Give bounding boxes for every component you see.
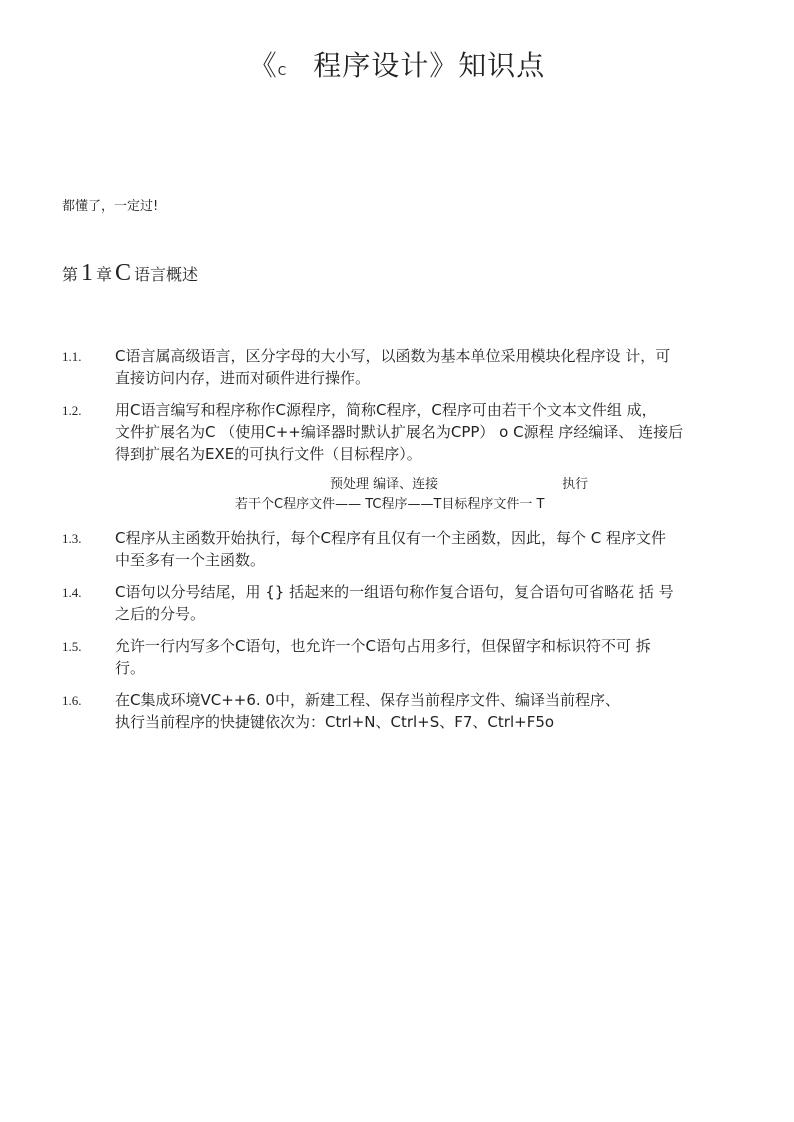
- item-number: 1.6.: [62, 693, 82, 708]
- item-line: 直接访问内存，进而对硕件进行操作。: [115, 369, 371, 387]
- title-open: 《: [248, 49, 278, 82]
- item-line: 行。: [115, 659, 146, 677]
- list-item: [62, 635, 752, 679]
- item-number: 1.5.: [62, 639, 82, 654]
- item-number: 1.1.: [62, 349, 82, 364]
- list-item: [62, 399, 752, 465]
- item-number: 1.4.: [62, 585, 82, 600]
- chapter-prefix: 第: [62, 265, 79, 284]
- item-text: [115, 399, 683, 465]
- item-number: 1.3.: [62, 531, 82, 546]
- flow-files: 若干个C程序文件—— TC程序——T目标程序文件一 T: [235, 497, 545, 512]
- chapter-letter: C: [115, 260, 132, 286]
- item-line: C程序从主函数开始执行，每个C程序有且仅有一个主函数，因此，每个 C 程序文件: [115, 529, 666, 547]
- item-line: 之后的分号。: [115, 605, 206, 623]
- item-text: [115, 581, 674, 625]
- item-line: 中至多有一个主函数。: [115, 551, 266, 569]
- list-item: [62, 689, 752, 733]
- item-line: 允许一行内写多个C语句，也允许一个C语句占用多行，但保留字和标识符不可 拆: [115, 637, 651, 655]
- item-line: 得到扩展名为EXE的可执行文件（目标程序）。: [115, 445, 422, 463]
- item-text: [115, 689, 620, 733]
- list-item: [62, 527, 752, 571]
- item-line: C语言属高级语言，区分字母的大小写，以函数为基本单位采用模块化程序设 计，可: [115, 347, 671, 365]
- motto: 都懂了，一定过!: [62, 199, 159, 214]
- flow-steps: 预处理 编译、连接 执行: [330, 477, 589, 492]
- chapter-mid: 章: [96, 265, 113, 284]
- title-rest: 程序设计》知识点: [313, 49, 546, 82]
- chapter-heading: [62, 260, 198, 287]
- item-line: C语句以分号结尾，用 {} 括起来的一组语句称作复合语句，复合语句可省略花 括 号: [115, 583, 674, 601]
- item-text: [115, 345, 670, 389]
- item-text: [115, 527, 666, 571]
- item-line: 执行当前程序的快捷键依次为：Ctrl+N、Ctrl+S、F7、Ctrl+F5o: [115, 713, 555, 731]
- document-title: [0, 44, 794, 84]
- list-item: [62, 345, 752, 389]
- list-item: [62, 581, 752, 625]
- item-line: 用C语言编写和程序称作C源程序，简称C程序，C程序可由若干个文本文件组 成，: [115, 401, 657, 419]
- knowledge-list: [62, 345, 752, 743]
- chapter-number: 1: [81, 260, 94, 286]
- compile-flow-diagram: [62, 475, 752, 515]
- item-line: 在C集成环境VC++6. 0中，新建工程、保存当前程序文件、编译当前程序、: [115, 691, 620, 709]
- chapter-suffix: 语言概述: [134, 265, 199, 284]
- item-text: [115, 635, 651, 679]
- item-number: 1.2.: [62, 403, 82, 418]
- item-line: 文件扩展名为C （使用C++编译器时默认扩展名为CPP） o C源程 序经编译、 连接后: [115, 423, 684, 441]
- title-c: C: [277, 64, 288, 78]
